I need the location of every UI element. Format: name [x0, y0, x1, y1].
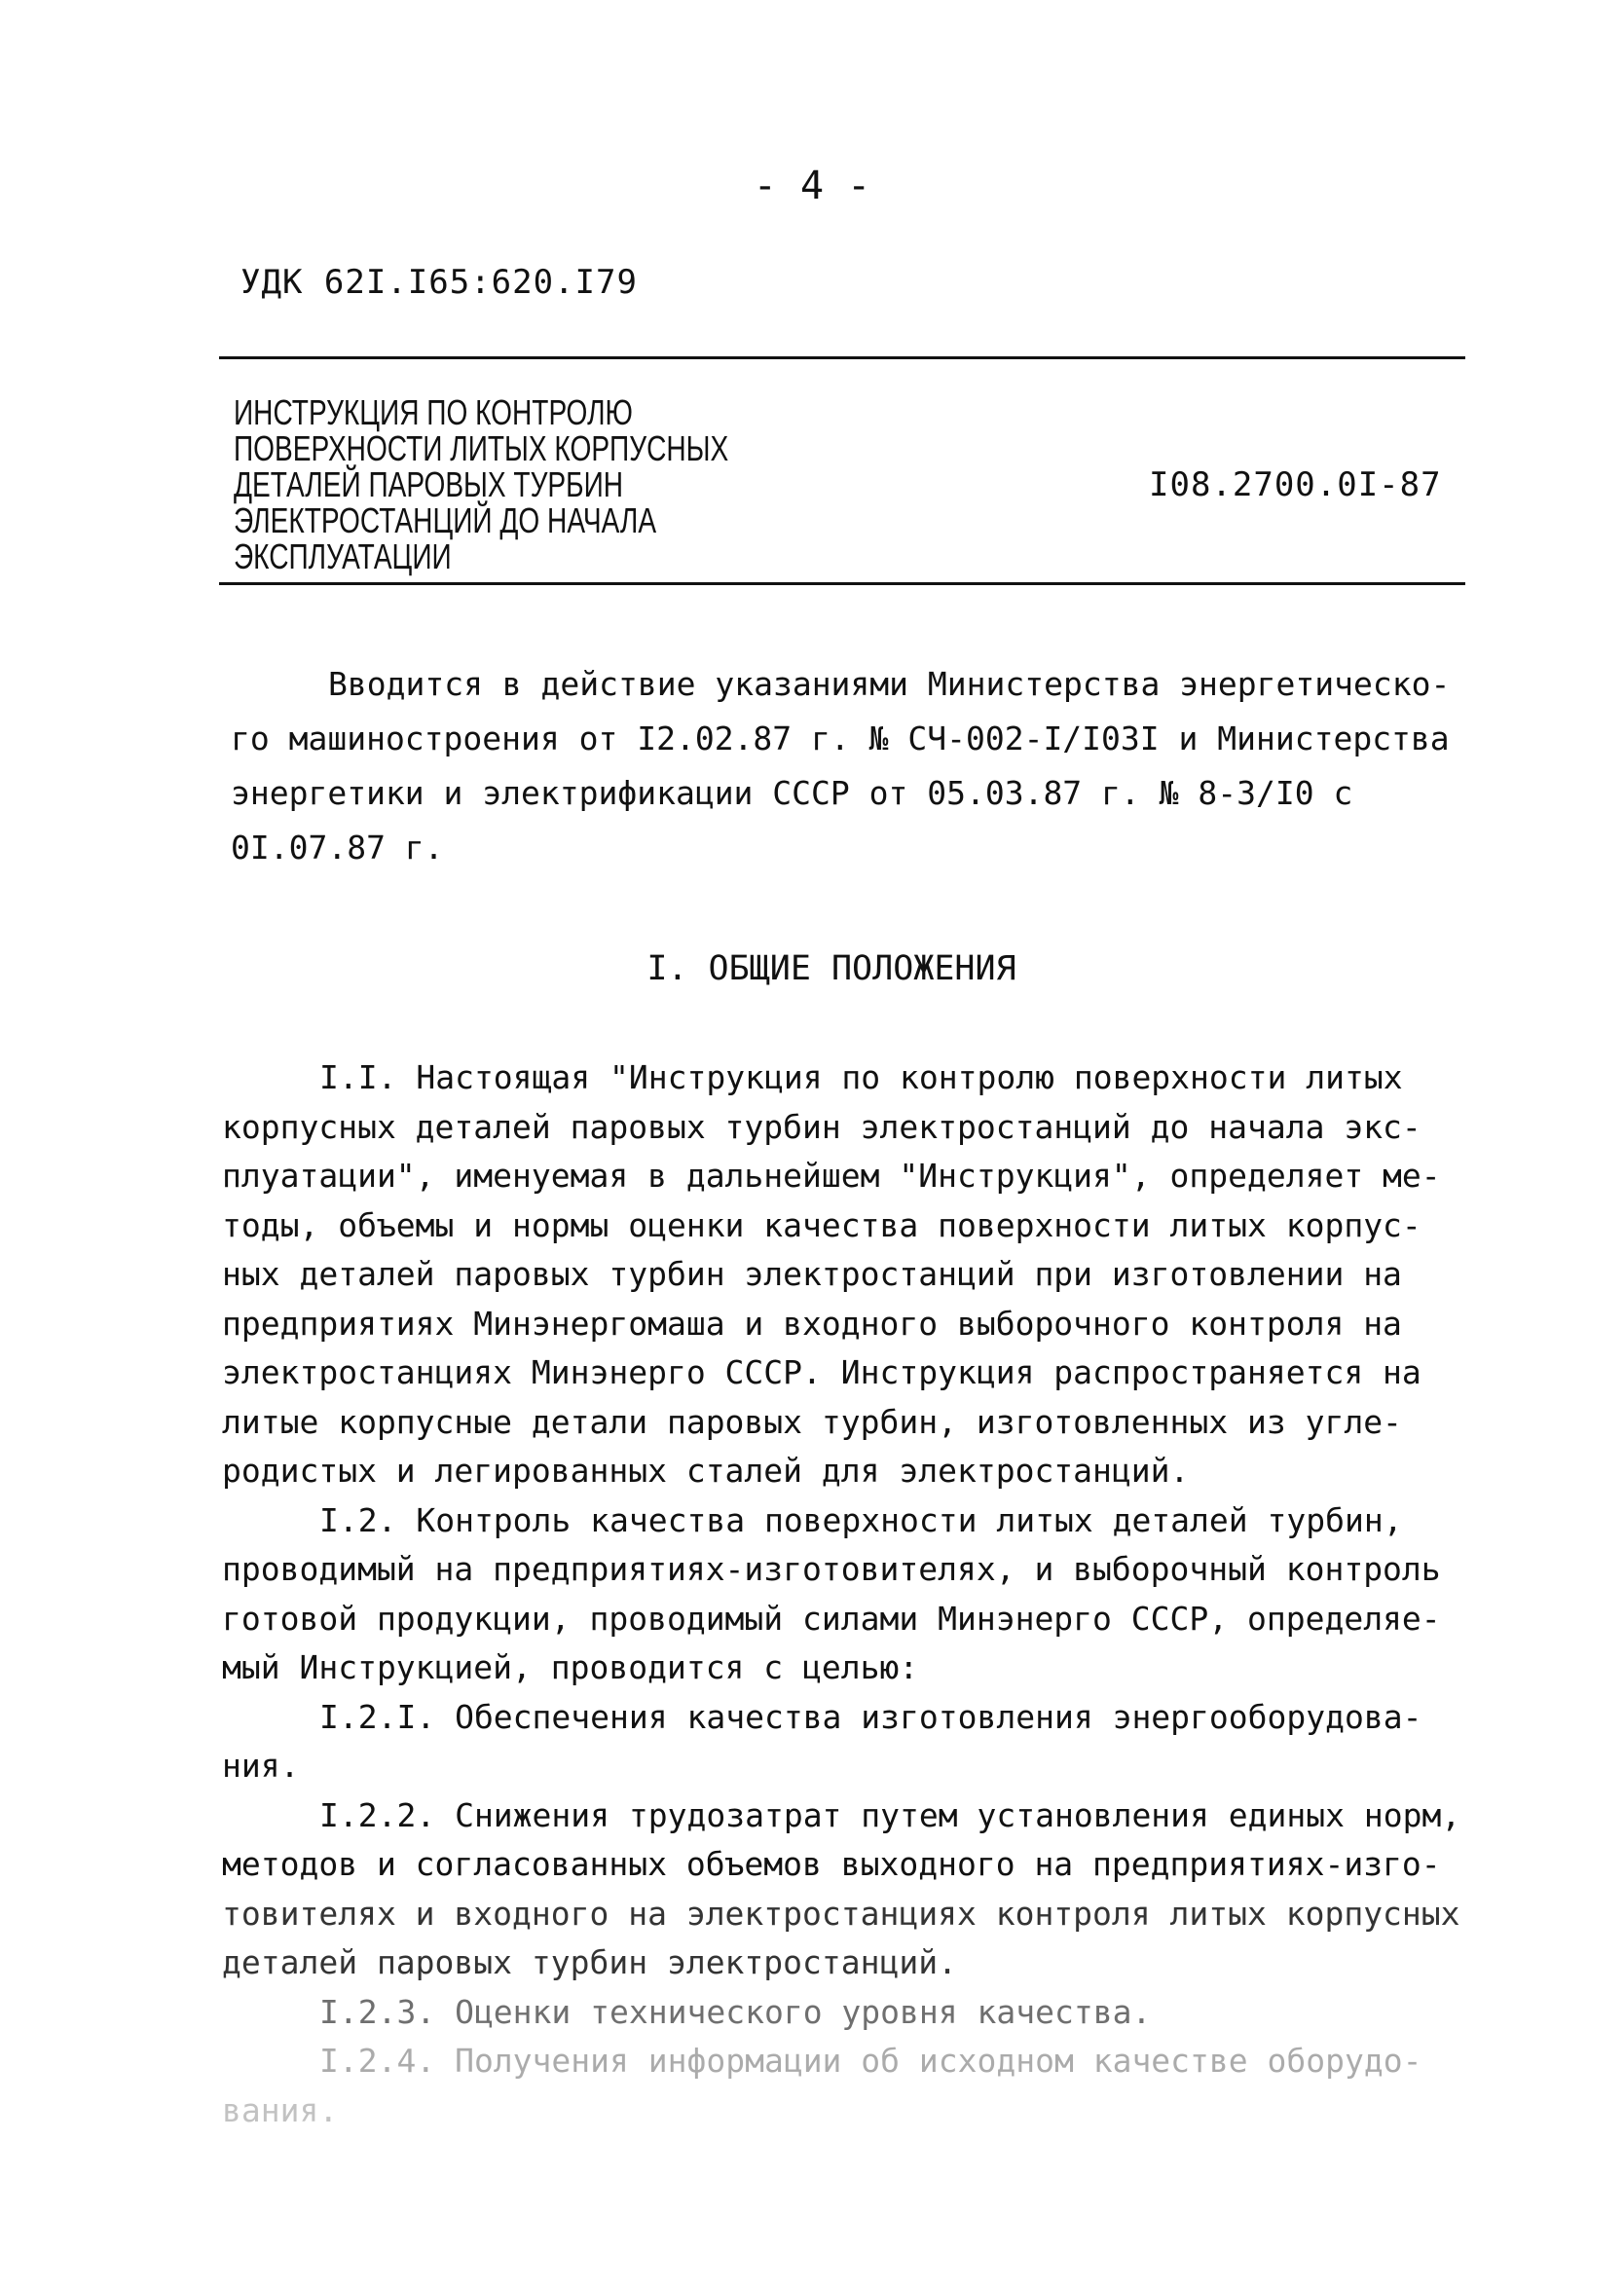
body-line: I.2.4. Получения информации об исходном качестве оборудо- — [319, 2042, 1422, 2080]
title-line: ПОВЕРХНОСТИ ЛИТЫХ КОРПУСНЫХ — [234, 428, 729, 468]
body-line: ных деталей паровых турбин электростанций при изготовлении на — [222, 1255, 1402, 1293]
body-line: I.2. Контроль качества поверхности литых деталей турбин, — [319, 1500, 1403, 1539]
intro-paragraph — [231, 657, 1487, 875]
body-line: тоды, объемы и нормы оценки качества поверхности литых корпус- — [222, 1205, 1421, 1244]
document-title — [234, 394, 728, 574]
page-number: - 4 - — [753, 164, 871, 208]
document-code: I08.2700.0I-87 — [1149, 465, 1442, 504]
udk-code: УДК 62I.I65:620.I79 — [240, 263, 638, 302]
body-line: вания. — [222, 2090, 339, 2129]
body-line: электростанциях Минэнерго СССР. Инструкция распространяется на — [222, 1353, 1421, 1391]
body-line: корпусных деталей паровых турбин электростанций до начала экс- — [222, 1107, 1421, 1146]
intro-line: Вводится в действие указаниями Министерства энергетическо- — [328, 665, 1451, 703]
title-line: ЭКСПЛУАТАЦИИ — [234, 536, 452, 576]
body-line: методов и согласованных объемов выходного на предприятиях-изго- — [222, 1845, 1441, 1883]
body-line: готовой продукции, проводимый силами Минэнерго СССР, определяе- — [222, 1599, 1441, 1638]
body-line: товителях и входного на электростанциях контроля литых корпусных — [222, 1894, 1460, 1933]
body-line: родистых и легированных сталей для электростанций. — [222, 1452, 1190, 1490]
body-line: литые корпусные детали паровых турбин, изготовленных из угле- — [222, 1402, 1402, 1441]
section-heading: I. ОБЩИЕ ПОЛОЖЕНИЯ — [646, 949, 1016, 988]
body-text — [222, 1053, 1488, 2135]
header-rule-top — [219, 356, 1465, 359]
title-line: ИНСТРУКЦИЯ ПО КОНТРОЛЮ — [234, 392, 633, 432]
intro-line: 0I.07.87 г. — [231, 829, 444, 867]
title-line: ДЕТАЛЕЙ ПАРОВЫХ ТУРБИН — [234, 464, 624, 504]
body-line: плуатации", именуемая в дальнейшем "Инструкция", определяет ме- — [222, 1157, 1441, 1195]
header-rule-bottom — [219, 582, 1465, 585]
body-line: мый Инструкцией, проводится с целью: — [222, 1648, 919, 1686]
body-line: I.I. Настоящая "Инструкция по контролю поверхности литых — [319, 1058, 1403, 1096]
body-line: I.2.2. Снижения трудозатрат путем установления единых норм, — [319, 1795, 1461, 1834]
body-line: I.2.3. Оценки технического уровня качества. — [319, 1992, 1152, 2031]
body-line: проводимый на предприятиях-изготовителях, и выборочный контроль — [222, 1550, 1441, 1588]
body-line: предприятиях Минэнергомаша и входного выборочного контроля на — [222, 1304, 1402, 1343]
intro-line: го машиностроения от I2.02.87 г. № СЧ-002-I/I03I и Министерства — [231, 720, 1450, 757]
title-line: ЭЛЕКТРОСТАНЦИЙ ДО НАЧАЛА — [234, 500, 657, 540]
body-line: деталей паровых турбин электростанций. — [222, 1943, 957, 1981]
body-line: ния. — [222, 1747, 300, 1785]
body-line: I.2.I. Обеспечения качества изготовления энергооборудова- — [319, 1697, 1422, 1736]
intro-line: энергетики и электрификации СССР от 05.03.87 г. № 8-3/I0 с — [231, 774, 1353, 812]
